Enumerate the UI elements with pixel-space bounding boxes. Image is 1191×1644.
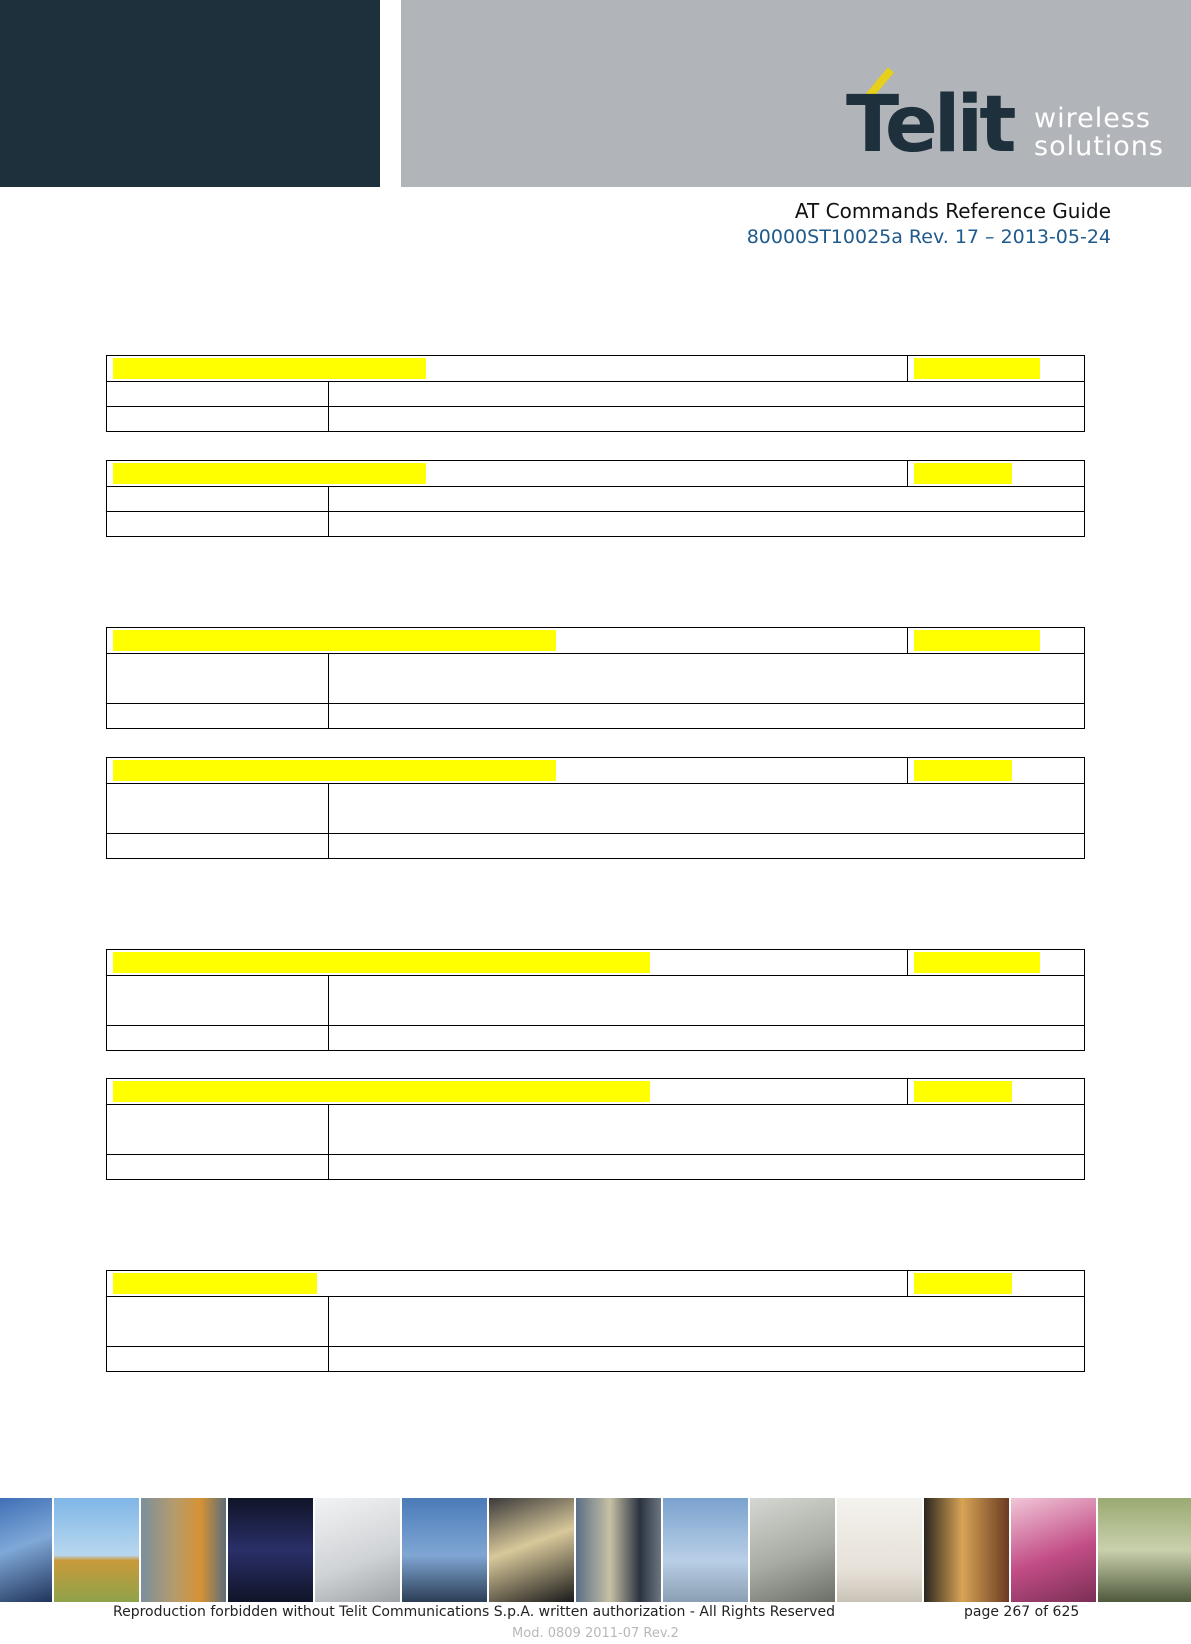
redacted-command-name: [113, 1081, 650, 1102]
photo-vending-machine-image: [576, 1498, 663, 1602]
table-header-row: [107, 461, 1084, 486]
table-row: [107, 486, 1084, 511]
footer-photo-strip: [0, 1498, 1191, 1602]
redacted-parameter-tag: [914, 760, 1012, 781]
redacted-parameter-tag: [914, 630, 1040, 651]
photo-card-reader-image: [489, 1498, 576, 1602]
footer-mod-version: Mod. 0809 2011-07 Rev.2: [512, 1626, 679, 1641]
table-row: [107, 783, 1084, 833]
photo-station-image: [924, 1498, 1011, 1602]
table-row: [107, 381, 1084, 406]
footer-copyright: Reproduction forbidden without Telit Communications S.p.A. written authorization - All Rights Reserved: [113, 1604, 835, 1620]
command-table-4: [106, 757, 1085, 859]
command-table-1: [106, 355, 1085, 432]
command-table-5: [106, 949, 1085, 1051]
logo-tagline-line-1: wireless: [1034, 103, 1151, 134]
photo-cyclist-image: [402, 1498, 489, 1602]
photo-digital-display-image: [228, 1498, 315, 1602]
photo-meter-image: [750, 1498, 837, 1602]
redacted-parameter-tag: [914, 463, 1012, 484]
command-table-7: [106, 1270, 1085, 1372]
table-row: [107, 653, 1084, 703]
table-header-row: [107, 950, 1084, 975]
redacted-parameter-tag: [914, 1081, 1012, 1102]
photo-keyboard-image: [315, 1498, 402, 1602]
table-row: [107, 1296, 1084, 1346]
photo-printing-image: [1011, 1498, 1098, 1602]
document-revision: 80000ST10025a Rev. 17 – 2013-05-24: [746, 226, 1111, 248]
redacted-command-name: [113, 630, 556, 651]
table-header-row: [107, 1271, 1084, 1296]
table-row: [107, 833, 1084, 858]
table-header-row: [107, 758, 1084, 783]
redacted-command-name: [113, 358, 426, 379]
redacted-command-name: [113, 1273, 317, 1294]
photo-containers-image: [141, 1498, 228, 1602]
photo-wind-turbines-image: [663, 1498, 750, 1602]
photo-cars-image: [0, 1498, 54, 1602]
table-header-row: [107, 1079, 1084, 1104]
table-row: [107, 1346, 1084, 1371]
redacted-parameter-tag: [914, 952, 1040, 973]
table-row: [107, 511, 1084, 536]
command-table-6: [106, 1078, 1085, 1180]
document-title: AT Commands Reference Guide: [794, 199, 1111, 223]
table-row: [107, 703, 1084, 728]
logo-tagline-line-2: solutions: [1034, 131, 1164, 162]
table-row: [107, 975, 1084, 1025]
telit-logo: [846, 60, 1176, 170]
command-table-2: [106, 460, 1085, 537]
table-row: [107, 1154, 1084, 1179]
redacted-command-name: [113, 760, 556, 781]
header-dark-panel: [0, 0, 380, 187]
redacted-command-name: [113, 463, 426, 484]
redacted-parameter-tag: [914, 358, 1040, 379]
table-row: [107, 406, 1084, 431]
redacted-parameter-tag: [914, 1273, 1012, 1294]
table-header-row: [107, 356, 1084, 381]
photo-camera-image: [1098, 1498, 1191, 1602]
command-table-3: [106, 627, 1085, 729]
logo-tagline: [1034, 105, 1164, 161]
table-header-row: [107, 628, 1084, 653]
logo-wordmark: Telit: [846, 80, 1013, 170]
document-title-block: [747, 198, 1111, 250]
footer-page-number: page 267 of 625: [964, 1604, 1080, 1620]
table-row: [107, 1025, 1084, 1050]
photo-wall-image: [837, 1498, 924, 1602]
table-row: [107, 1104, 1084, 1154]
photo-emergency-phone-image: [54, 1498, 141, 1602]
redacted-command-name: [113, 952, 650, 973]
